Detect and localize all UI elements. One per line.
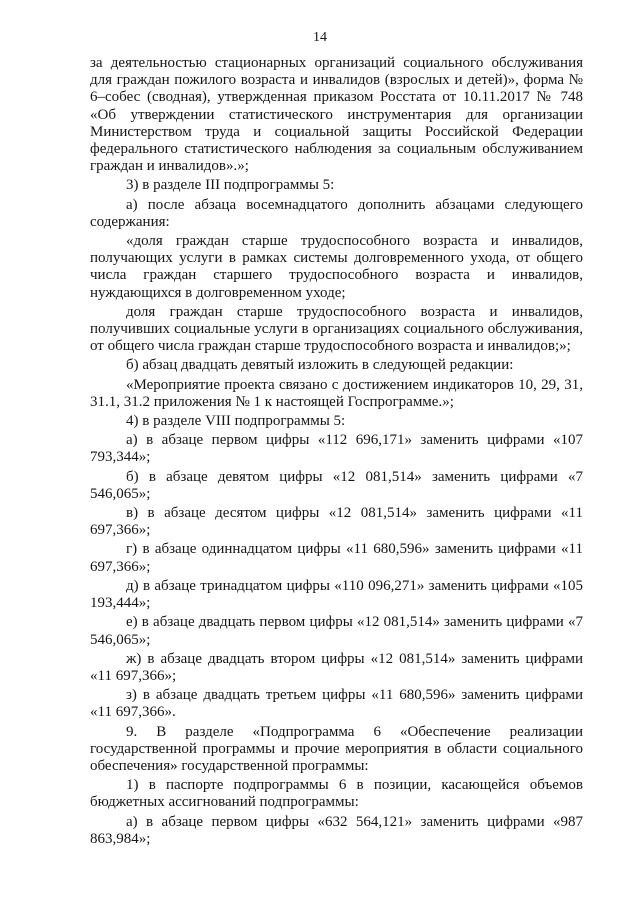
paragraph-item-4e: е) в абзаце двадцать первом цифры «12 081,514» заменить цифрами «7 546,065»; [90,614,583,648]
paragraph-quote-2: доля граждан старше трудоспособного возраста и инвалидов, получивших социальные услуги в организациях социального обслуживания, от общего числа граждан старше трудоспособного возраста и инвалидов;»; [90,303,583,355]
paragraph-item-4b: б) в абзаце девятом цифры «12 081,514» заменить цифрами «7 546,065»; [90,468,583,502]
paragraph-item-4zh: ж) в абзаце двадцать втором цифры «12 081,514» заменить цифрами «11 697,366»; [90,650,583,684]
paragraph-item-4d: д) в абзаце тринадцатом цифры «110 096,271» заменить цифрами «105 193,444»; [90,577,583,612]
page-number: 14 [313,30,327,45]
paragraph-item-3: 3) в разделе III подпрограммы 5: [126,177,335,194]
paragraph-item-9: 9. В разделе «Подпрограмма 6 «Обеспечение реализации государственной программы и прочие мероприятия в области социального обеспечения» государственной программы: [90,723,583,774]
paragraph-item-9-1: 1) в паспорте подпрограммы 6 в позиции, касающейся объемов бюджетных ассигнований подпрограммы: [90,777,583,811]
paragraph-item-3a: а) после абзаца восемнадцатого дополнить абзацами следующего содержания: [90,196,583,230]
paragraph-item-4v: в) в абзаце десятом цифры «12 081,514» заменить цифрами «11 697,366»; [90,505,583,539]
paragraph-quote-3: «Мероприятие проекта связано с достижением индикаторов 10, 29, 31, 31.1, 31.2 приложения № 1 к настоящей Госпрограмме.»; [90,376,583,410]
paragraph-item-4z: з) в абзаце двадцать третьем цифры «11 680,596» заменить цифрами «11 697,366». [90,687,583,721]
paragraph-item-4a: а) в абзаце первом цифры «112 696,171» заменить цифрами «107 793,344»; [90,432,583,466]
document-body [90,55,583,848]
paragraph-item-3b: б) абзац двадцать девятый изложить в следующей редакции: [126,357,514,374]
paragraph-continuation: за деятельностью стационарных организаций социального обслуживания для граждан пожилого возраста и инвалидов (взрослых и детей)», форма № 6–собес (сводная), утвержденная приказом Росстата от 10.11.2017 № 748 «Об утверждении статистического инструментария для организации Министерством труда и социальной защиты Российской Федерации федерального статистического наблюдения за социальным обслуживанием граждан и инвалидов».»; [90,55,583,175]
paragraph-item-4g: г) в абзаце одиннадцатом цифры «11 680,596» заменить цифрами «11 697,366»; [90,541,583,575]
paragraph-quote-1: «доля граждан старше трудоспособного возраста и инвалидов, получающих услуги в рамках системы долговременного ухода, от общего числа граждан старшего трудоспособного возраста и инвалидов, нуждающихся в долговременном уходе; [90,233,583,301]
paragraph-item-4: 4) в разделе VIII подпрограммы 5: [126,413,346,430]
paragraph-item-9-1a: а) в абзаце первом цифры «632 564,121» заменить цифрами «987 863,984»; [90,813,583,847]
